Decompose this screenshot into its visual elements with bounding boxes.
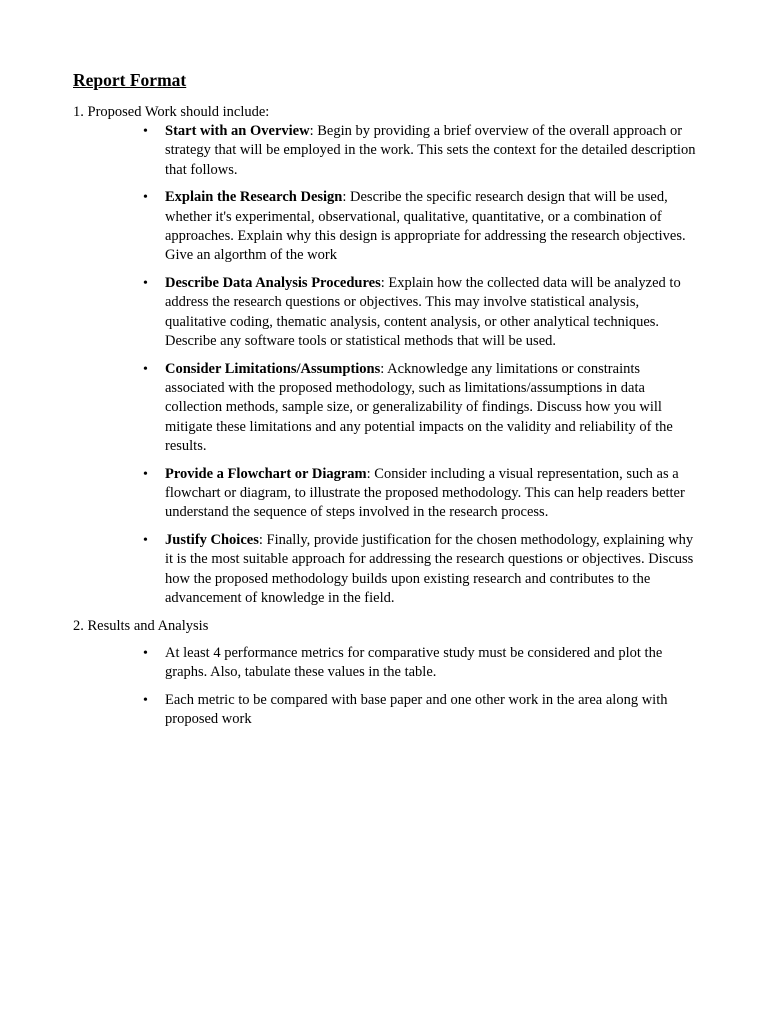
list-item	[143, 691, 698, 730]
item-term: Provide a Flowchart or Diagram	[165, 465, 367, 482]
section-heading: 1. Proposed Work should include:	[73, 104, 270, 120]
item-text: : Describe the specific research design that will be used, whether it's experimental, observational, qualitative, quantitative, or a combination of approaches. Explain why this design is appropriate for addressing the research objectives. Give an algorthm of the work	[165, 189, 686, 264]
list-item	[143, 644, 698, 683]
list-item	[143, 360, 698, 456]
item-text: : Begin by providing a brief overview of the overall approach or strategy that will be employed in the work. This sets the context for the detailed description that follows.	[165, 123, 696, 178]
bullet-icon: •	[143, 692, 148, 708]
item-text: Each metric to be compared with base paper and one other work in the area along with proposed work	[165, 691, 668, 728]
item-text: : Consider including a visual representation, such as a flowchart or diagram, to illustrate the proposed methodology. This can help readers better understand the sequence of steps involved in the research process.	[165, 465, 685, 521]
list-item	[143, 188, 698, 265]
item-text: : Finally, provide justification for the chosen methodology, explaining why it is the most suitable approach for addressing the research questions or objectives. Discuss how the proposed methodology builds upon existing research and contributes to the advancement of knowledge in the field.	[165, 532, 694, 607]
bullet-icon: •	[143, 190, 148, 206]
bullet-icon: •	[143, 645, 148, 661]
bullet-list	[73, 122, 698, 608]
item-term: Justify Choices	[165, 532, 259, 549]
section-results-analysis	[73, 617, 698, 730]
bullet-icon: •	[143, 124, 148, 139]
section-proposed-work	[73, 103, 698, 608]
item-text: : Acknowledge any limitations or constraints associated with the proposed methodology, such as limitations/assumptions in data collection methods, sample size, or generalizability of findings. Discuss how you will mitigate these limitations and any potential impacts on the validity and reliability of the results.	[165, 360, 673, 454]
item-term: Explain the Research Design	[165, 189, 343, 206]
item-term: Start with an Overview	[165, 123, 310, 139]
bullet-list	[73, 644, 698, 730]
item-text: At least 4 performance metrics for comparative study must be considered and plot the graphs. Also, tabulate these values in the table.	[165, 644, 663, 681]
bullet-icon: •	[143, 533, 148, 549]
item-term: Describe Data Analysis Procedures	[165, 275, 381, 292]
item-term: Consider Limitations/Assumptions	[165, 360, 381, 377]
list-item	[143, 122, 698, 180]
page-title: Report Format	[73, 70, 187, 90]
list-item	[143, 274, 698, 351]
list-item	[143, 465, 698, 523]
bullet-icon: •	[143, 361, 148, 377]
item-text: : Explain how the collected data will be analyzed to address the research questions or objectives. This may involve statistical analysis, qualitative coding, thematic analysis, content analysis, or other analytical techniques. Describe any software tools or statistical methods that will be used.	[165, 275, 681, 349]
bullet-icon: •	[143, 466, 148, 482]
section-heading: 2. Results and Analysis	[73, 617, 209, 634]
list-item	[143, 531, 698, 608]
bullet-icon: •	[143, 276, 148, 292]
